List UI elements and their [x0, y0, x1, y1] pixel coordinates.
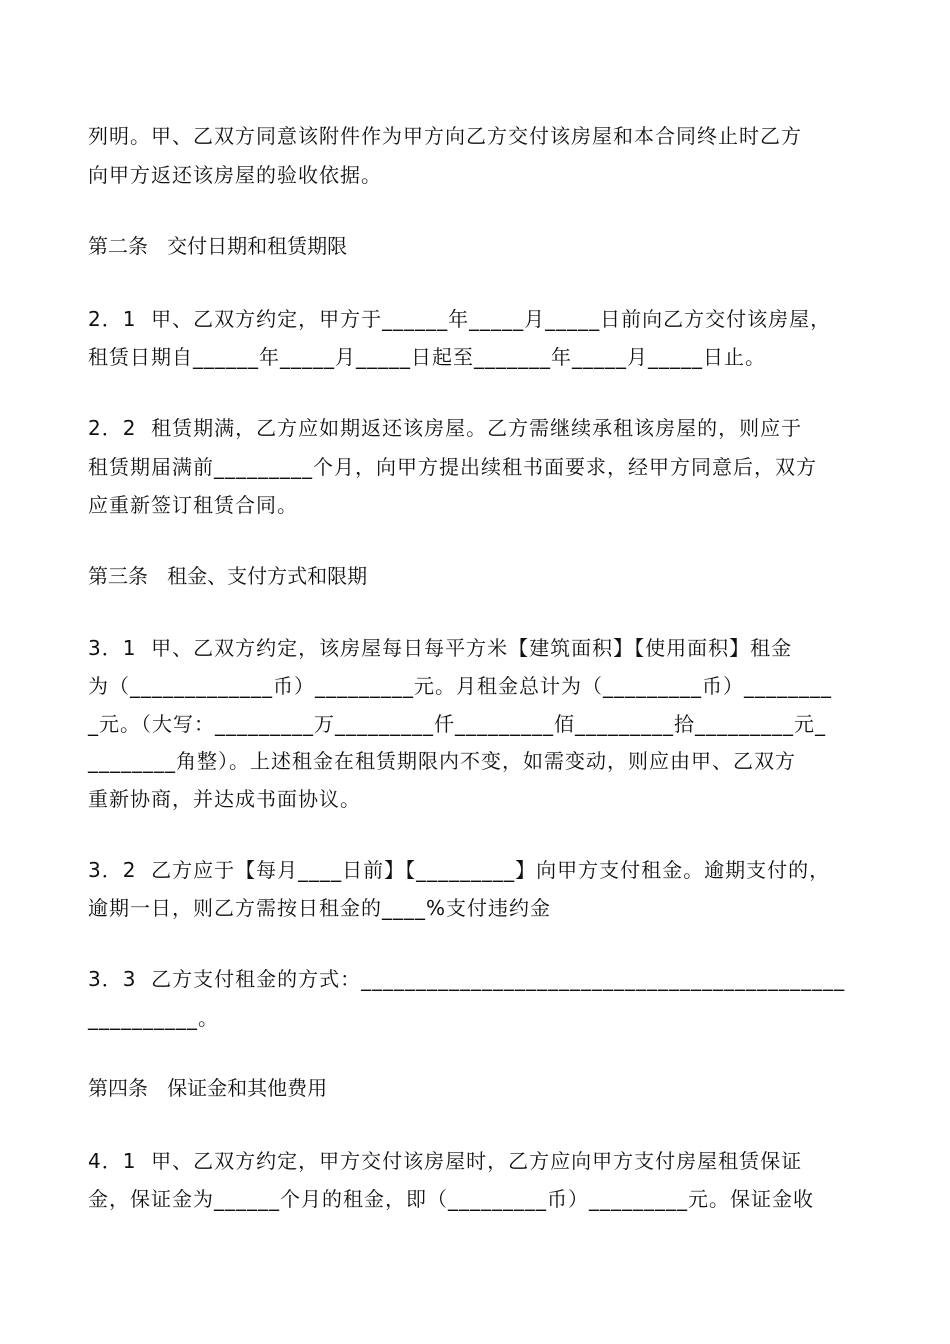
clause-2-2-line-2: 租赁期届满前_________个月，向甲方提出续租书面要求，经甲方同意后，双方: [88, 455, 817, 479]
clause-3-2-line-2: 逾期一日，则乙方需按日租金的____%支付违约金: [88, 896, 552, 920]
clause-4-1-line-2: 金，保证金为______个月的租金，即（_________币）_________元。保证金收: [88, 1187, 814, 1211]
clause-2-1-line-1: 2．1 甲、乙双方约定，甲方于______年_____月_____日前向乙方交付该房屋，: [88, 307, 832, 331]
clause-2-1-line-2: 租赁日期自______年_____月_____日起至_______年_____月_____日止。: [88, 345, 766, 369]
clause-4-1-line-1: 4．1 甲、乙双方约定，甲方交付该房屋时，乙方应向甲方支付房屋租赁保证: [88, 1149, 803, 1173]
clause-3-3-line-2: __________。: [88, 1006, 219, 1030]
clause-2-2-line-3: 应重新签订租赁合同。: [88, 493, 298, 517]
article-4-heading: 第四条 保证金和其他费用: [88, 1076, 328, 1100]
paragraph-line: 列明。甲、乙双方同意该附件作为甲方向乙方交付该房屋和本合同终止时乙方: [88, 124, 802, 148]
clause-3-3-line-1: 3．3 乙方支付租金的方式：____________________________________________: [88, 967, 846, 991]
clause-3-2-line-1: 3．2 乙方应于【每月____日前】【_________】向甲方支付租金。逾期支付的，: [88, 858, 831, 882]
clause-2-2-line-1: 2．2 租赁期满，乙方应如期返还该房屋。乙方需继续承租该房屋的，则应于: [88, 416, 803, 440]
clause-3-1-line-3: _元。（大写：_________万_________仟_________佰_________拾_________元_: [88, 712, 826, 736]
article-2-heading: 第二条 交付日期和租赁期限: [88, 234, 348, 258]
article-3-heading: 第三条 租金、支付方式和限期: [88, 564, 368, 588]
clause-3-1-line-4: ________角整）。上述租金在租赁期限内不变，如需变动，则应由甲、乙双方: [88, 749, 796, 773]
clause-3-1-line-1: 3．1 甲、乙双方约定，该房屋每日每平方米【建筑面积】【使用面积】租金: [88, 636, 793, 660]
clause-3-1-line-5: 重新协商，并达成书面协议。: [88, 787, 361, 811]
paragraph-line: 向甲方返还该房屋的验收依据。: [88, 163, 382, 187]
clause-3-1-line-2: 为（_____________币）_________元。月租金总计为（_________币）________: [88, 674, 832, 698]
